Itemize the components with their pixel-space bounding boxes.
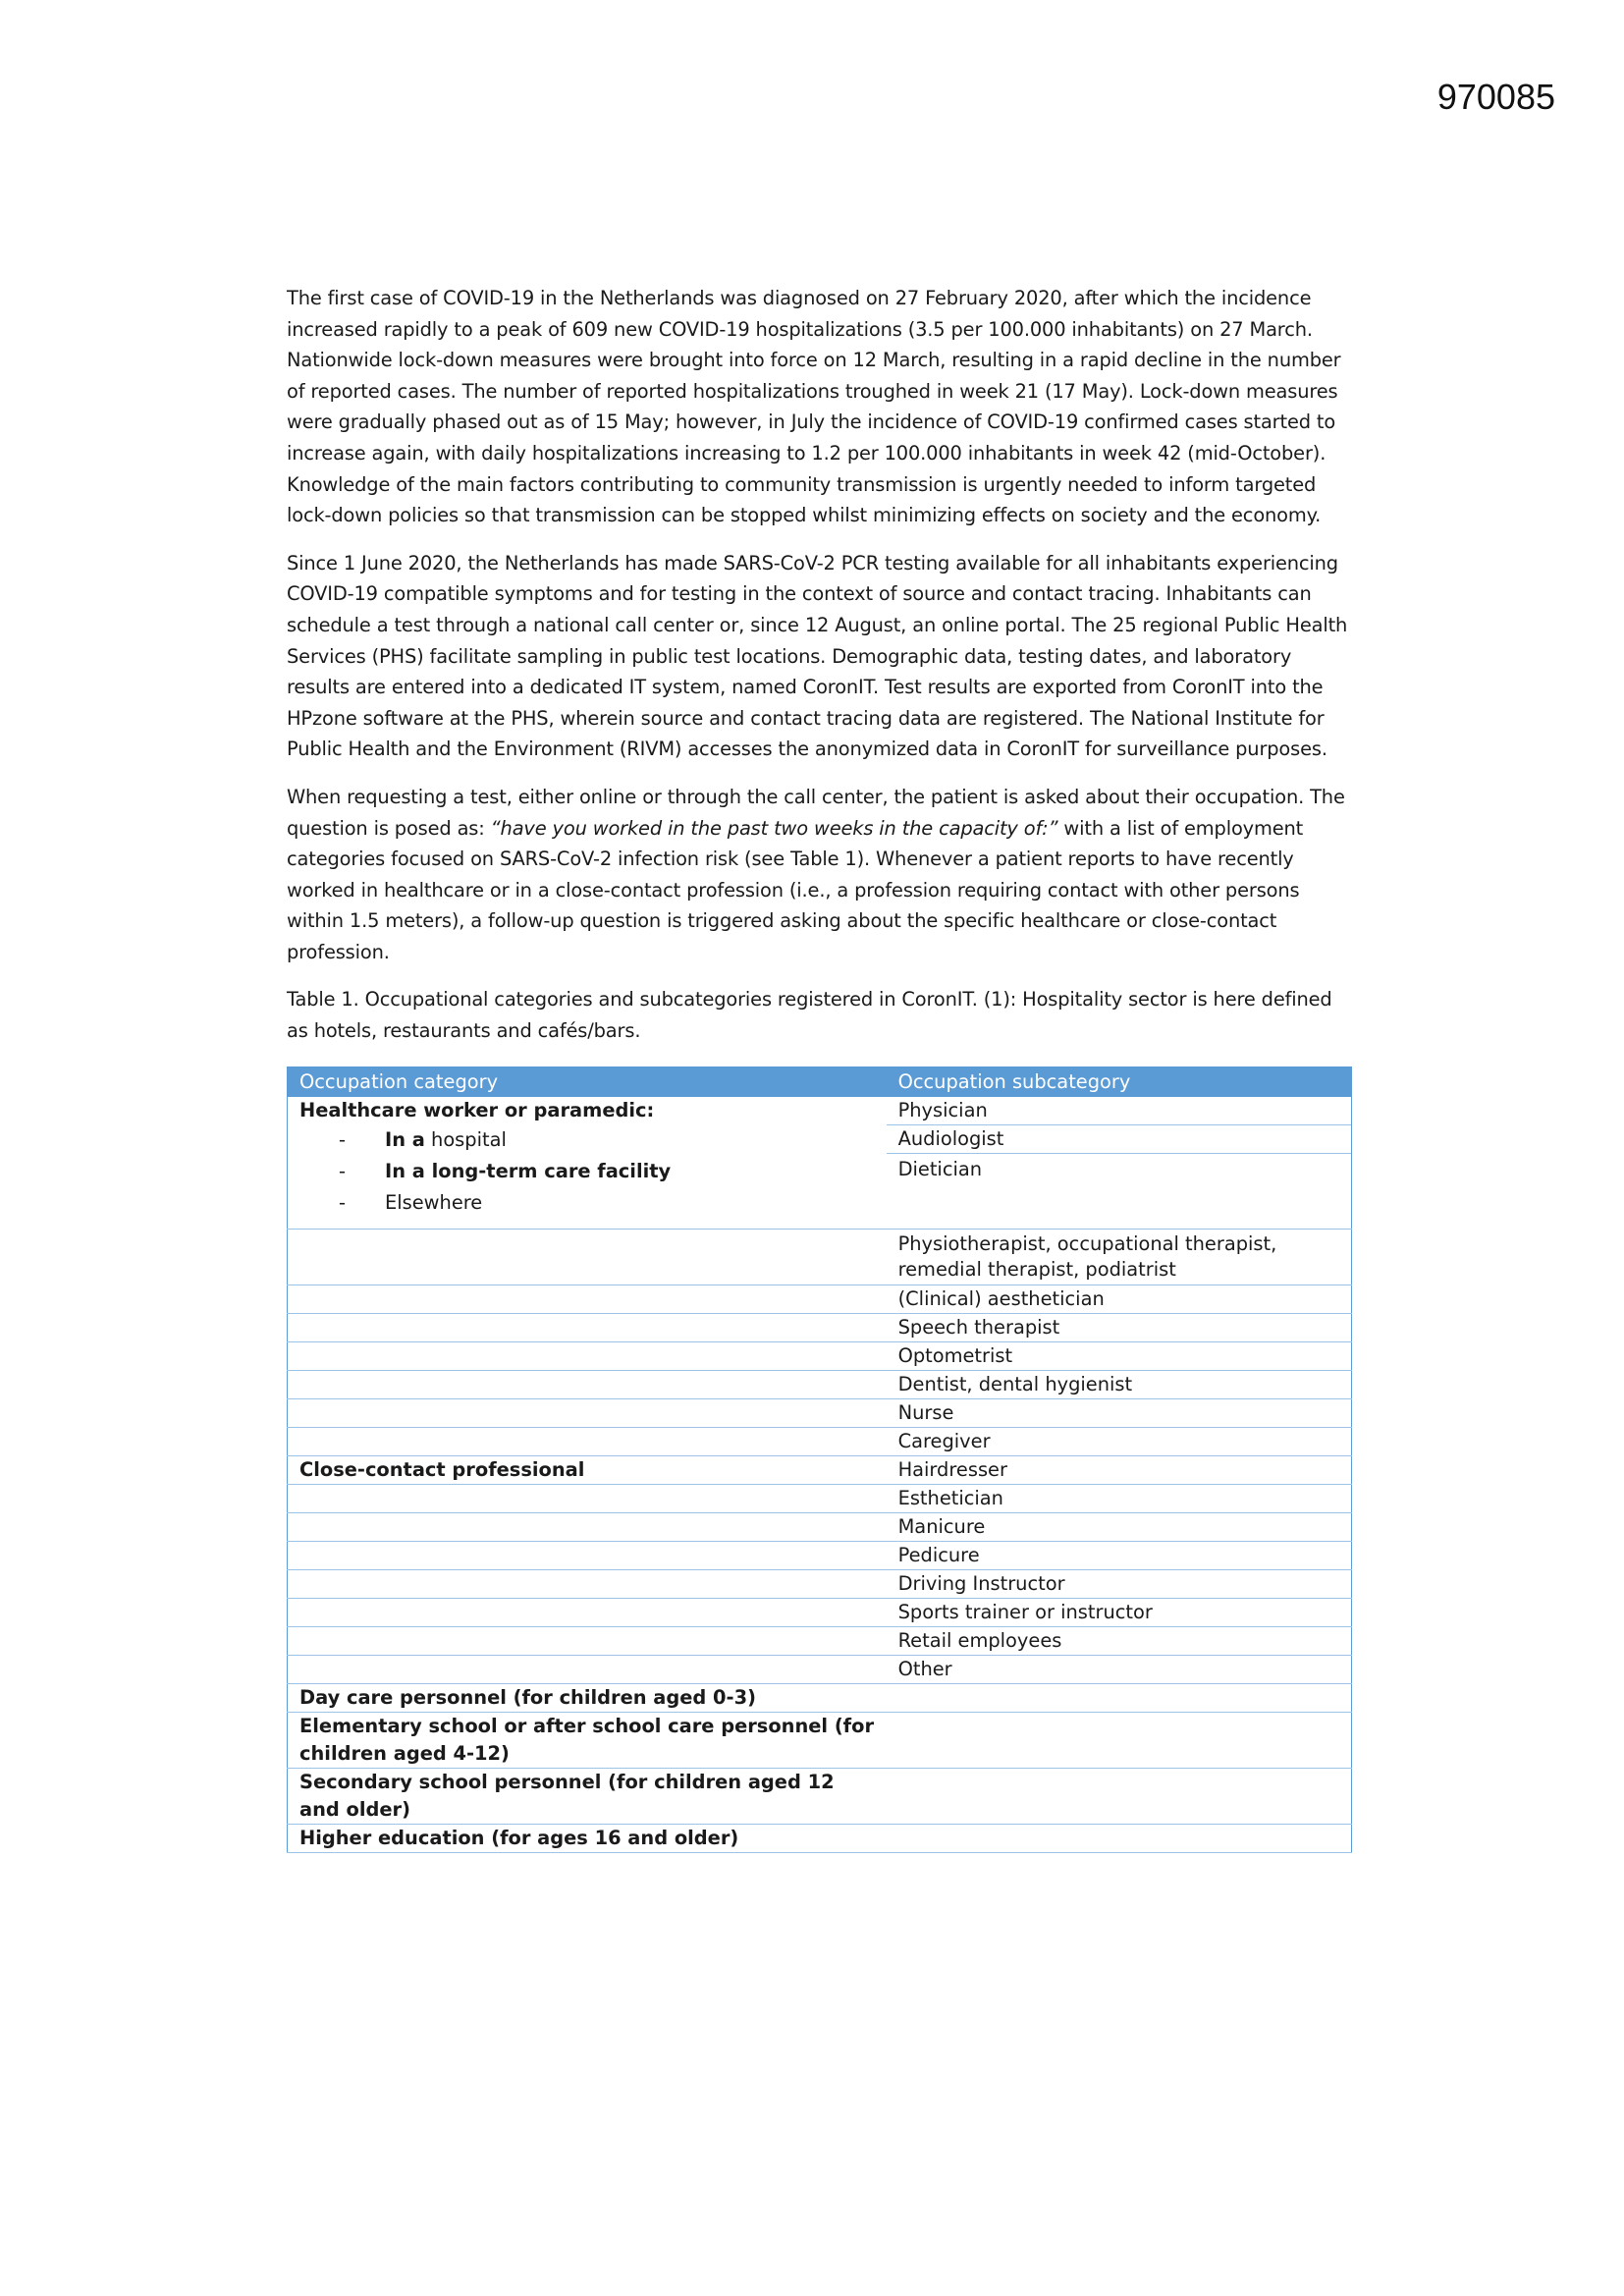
paragraph-intro: The first case of COVID-19 in the Netherlands was diagnosed on 27 February 2020, after which the incidence increased rapidly to a peak of 609 new COVID-19 hospitalizations (3.5 per 100.000 inhabitants) on 27 March. Nationwide lock-down measures were brought into force on 12 March, resulting in a rapid decline in the number of reported cases. The number of reported hospitalizations troughed in week 21 (17 May). Lock-down measures were gradually phased out as of 15 May; however, in July the incidence of COVID-19 confirmed cases started to increase again, with daily hospitalizations increasing to 1.2 per 100.000 inhabitants in week 42 (mid-October). Knowledge of the main factors contributing to community transmission is urgently needed to inform targeted lock-down policies so that transmission can be stopped whilst minimizing effects on society and the economy. (287, 287, 1341, 527)
occupation-category-cell (288, 1341, 887, 1370)
table-caption: Table 1. Occupational categories and subcategories registered in CoronIT. (1): Hospitality sector is here defined as hotels, restaurants and cafés/bars. (287, 988, 1332, 1043)
healthcare-setting-list (299, 1124, 875, 1219)
table-row (288, 1655, 1352, 1683)
occupation-subcategory-cell: Sports trainer or instructor (887, 1598, 1352, 1626)
table-row (288, 1229, 1352, 1285)
subcategory-dietician: Dietician (897, 1157, 983, 1180)
healthcare-category-cell (288, 1097, 887, 1230)
setting-hospital: - In a hospital (339, 1127, 507, 1151)
occupation-subcategory-cell: Hairdresser (887, 1455, 1352, 1484)
paragraph-occupation-question (287, 782, 1353, 968)
para3-question-quote: “have you worked in the past two weeks in the capacity of:” (490, 816, 1058, 840)
table-row (288, 1712, 1352, 1768)
occupation-subcategory-cell: Nurse (887, 1398, 1352, 1427)
occupation-subcategory-cell: Physiotherapist, occupational therapist, remedial therapist, podiatrist (887, 1229, 1352, 1285)
occupation-subcategory-cell: Driving Instructor (887, 1569, 1352, 1598)
occupation-category-cell (288, 1229, 887, 1285)
table-row-healthcare (288, 1097, 1352, 1230)
occupation-subcategory-cell: Manicure (887, 1512, 1352, 1541)
occupation-category-cell (288, 1427, 887, 1455)
table-row (288, 1341, 1352, 1370)
occupation-subcategory-cell: Esthetician (887, 1484, 1352, 1512)
table-row (288, 1285, 1352, 1313)
occupation-category-cell: Day care personnel (for children aged 0-3) (288, 1683, 887, 1712)
occupation-category-cell (288, 1569, 887, 1598)
table-row (288, 1427, 1352, 1455)
occupation-subcategory-cell (887, 1824, 1352, 1852)
occupation-category-cell (288, 1484, 887, 1512)
occupation-category-cell (288, 1313, 887, 1341)
occupation-category-cell (288, 1398, 887, 1427)
subcategory-physician: Physician (887, 1097, 1351, 1125)
occupation-subcategory-cell: Caregiver (887, 1427, 1352, 1455)
occupation-subcategory-cell: Retail employees (887, 1626, 1352, 1655)
subcategory-audiologist: Audiologist (887, 1125, 1351, 1154)
occupation-category-cell: Secondary school personnel (for children aged 12 and older) (288, 1768, 887, 1824)
setting-long-term-care: - In a long-term care facility (339, 1159, 672, 1182)
table-row (288, 1598, 1352, 1626)
occupation-subcategory-cell (887, 1768, 1352, 1824)
occupation-subcategory-cell (887, 1712, 1352, 1768)
occupation-category-cell (288, 1512, 887, 1541)
table-row (288, 1541, 1352, 1569)
header-occupation-category: Occupation category (288, 1066, 887, 1097)
table-row (288, 1313, 1352, 1341)
occupation-table (287, 1066, 1352, 1853)
occupation-category-cell (288, 1626, 887, 1655)
occupation-subcategory-cell: Optometrist (887, 1341, 1352, 1370)
occupation-category-cell (288, 1598, 887, 1626)
occupation-subcategory-cell: Other (887, 1655, 1352, 1683)
healthcare-subcategory-cell (887, 1097, 1352, 1230)
occupation-category-cell (288, 1285, 887, 1313)
occupation-category-cell: Close-contact professional (288, 1455, 887, 1484)
occupation-subcategory-cell: Pedicure (887, 1541, 1352, 1569)
header-occupation-subcategory: Occupation subcategory (887, 1066, 1352, 1097)
occupation-subcategory-cell (887, 1683, 1352, 1712)
para3-before: When requesting a test, either online or through the call center, the patient is asked about their occupation. The question is posed as: (287, 785, 1345, 840)
occupation-subcategory-cell: (Clinical) aesthetician (887, 1285, 1352, 1313)
table-row (288, 1683, 1352, 1712)
occupation-subcategory-cell: Dentist, dental hygienist (887, 1370, 1352, 1398)
occupation-category-cell: Higher education (for ages 16 and older) (288, 1824, 887, 1852)
para3-after: with a list of employment categories focused on SARS-CoV-2 infection risk (see Table 1). Whenever a patient reports to have recently worked in healthcare or in a close-contact profession (i.e., a profession requiring contact with other persons within 1.5 meters), a follow-up question is triggered asking about the specific healthcare or close-contact profession. (287, 816, 1304, 963)
table-row (288, 1370, 1352, 1398)
table-row (288, 1569, 1352, 1598)
occupation-subcategory-cell: Speech therapist (887, 1313, 1352, 1341)
page-content (287, 283, 1353, 1853)
occupation-category-cell (288, 1541, 887, 1569)
paragraph-testing: Since 1 June 2020, the Netherlands has made SARS-CoV-2 PCR testing available for all inhabitants experiencing COVID-19 compatible symptoms and for testing in the context of source and contact tracing. Inhabitants can schedule a test through a national call center or, since 12 August, an online portal. The 25 regional Public Health Services (PHS) facilitate sampling in public test locations. Demographic data, testing dates, and laboratory results are entered into a dedicated IT system, named CoronIT. Test results are exported from CoronIT into the HPzone software at the PHS, wherein source and contact tracing data are registered. The National Institute for Public Health and the Environment (RIVM) accesses the anonymized data in CoronIT for surveillance purposes. (287, 551, 1348, 761)
occupation-category-cell (288, 1370, 887, 1398)
table-header-row (288, 1066, 1352, 1097)
table-row (288, 1484, 1352, 1512)
table-row (288, 1768, 1352, 1824)
healthcare-title: Healthcare worker or paramedic: (299, 1098, 655, 1121)
table-row (288, 1626, 1352, 1655)
table-row (288, 1455, 1352, 1484)
occupation-category-cell: Elementary school or after school care personnel (for children aged 4-12) (288, 1712, 887, 1768)
table-row (288, 1512, 1352, 1541)
setting-elsewhere: - Elsewhere (339, 1190, 483, 1214)
table-row (288, 1824, 1352, 1852)
occupation-category-cell (288, 1655, 887, 1683)
table-row (288, 1398, 1352, 1427)
document-number: 970085 (1436, 77, 1555, 117)
